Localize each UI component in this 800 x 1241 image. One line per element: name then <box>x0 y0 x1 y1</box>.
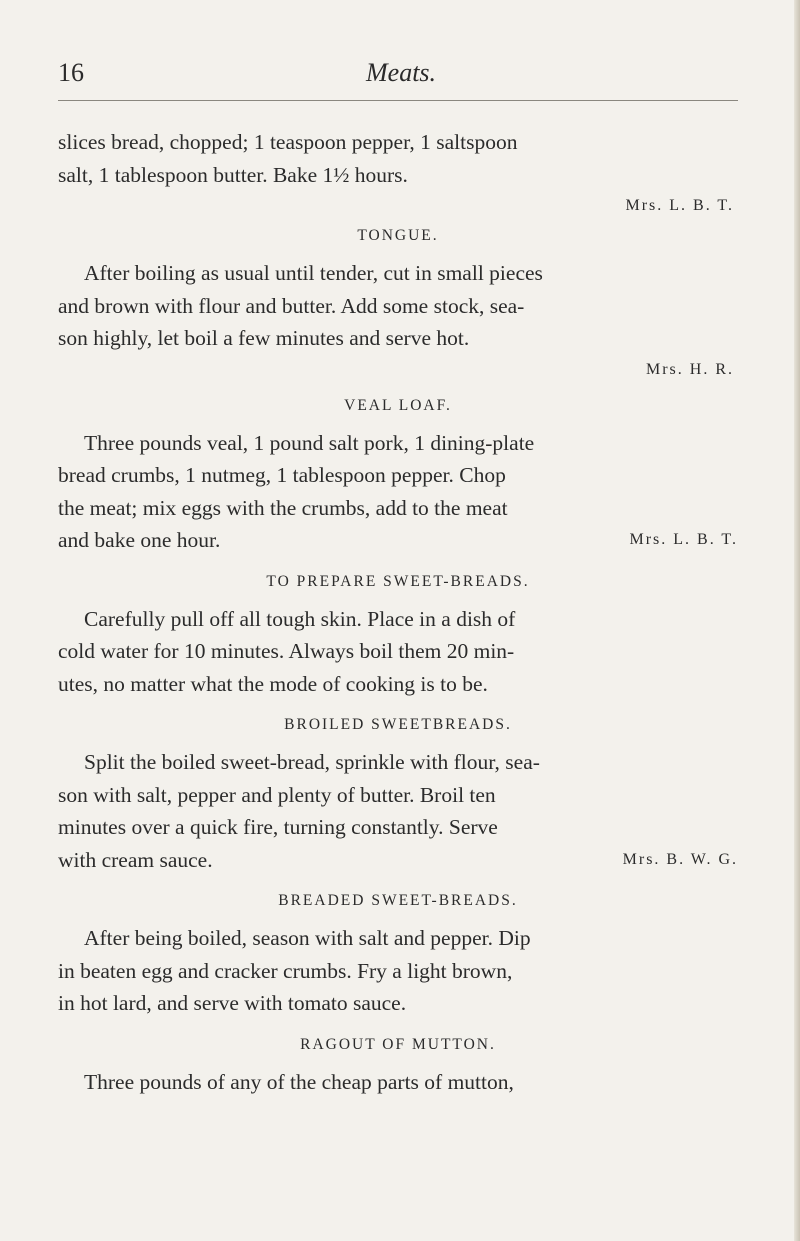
recipe-breaded-sweetbreads <box>58 886 738 1020</box>
recipe-line: son highly, let boil a few minutes and serve hot. <box>58 326 470 350</box>
recipe-line: in hot lard, and serve with tomato sauce. <box>58 991 407 1015</box>
recipe-tongue <box>58 221 738 385</box>
recipe-title: BROILED SWEETBREADS. <box>284 716 512 733</box>
recipe-line: salt, 1 tablespoon butter. Bake 1½ hours. <box>58 162 408 187</box>
recipe-line-with-attribution <box>58 844 738 877</box>
recipe-line: utes, no matter what the mode of cooking is to be. <box>58 671 488 696</box>
recipe-title: BREADED SWEET-BREADS. <box>278 892 518 909</box>
recipe-line: Split the boiled sweet-bread, sprinkle with flour, sea- <box>84 750 540 774</box>
recipe-line: with cream sauce. <box>58 847 213 872</box>
recipe-title: TO PREPARE SWEET-BREADS. <box>266 572 530 590</box>
recipe-line: slices bread, chopped; 1 teaspoon pepper, 1 saltspoon <box>58 130 518 154</box>
recipe-ragout-of-mutton <box>58 1030 738 1099</box>
recipe-title: TONGUE. <box>357 227 439 244</box>
recipe-attribution: Mrs. B. W. G. <box>622 850 738 868</box>
recipe-line: bread crumbs, 1 nutmeg, 1 tablespoon pepper. Chop <box>58 463 506 487</box>
page-edge <box>794 0 800 1241</box>
recipe-attribution: Mrs. H. R. <box>645 360 734 378</box>
running-title: Meats. <box>366 58 437 87</box>
recipe-line: son with salt, pepper and plenty of butter. Broil ten <box>58 782 496 807</box>
page-number: 16 <box>58 58 84 87</box>
recipe-line: After being boiled, season with salt and pepper. Dip <box>84 926 531 950</box>
recipe-line-with-attribution <box>58 524 738 557</box>
recipe-line: After boiling as usual until tender, cut in small pieces <box>84 261 543 285</box>
recipe-line: Carefully pull off all tough skin. Place in a dish of <box>84 606 516 631</box>
page-body <box>58 126 738 1098</box>
recipe-line: Three pounds of any of the cheap parts of mutton, <box>84 1069 514 1094</box>
recipe-line: cold water for 10 minutes. Always boil them 20 min- <box>58 639 515 663</box>
recipe-continued <box>58 126 738 221</box>
recipe-title: VEAL LOAF. <box>344 396 452 414</box>
recipe-line: the meat; mix eggs with the crumbs, add to the meat <box>58 495 508 520</box>
recipe-attribution: Mrs. L. B. T. <box>625 197 734 214</box>
recipe-line: in beaten egg and cracker crumbs. Fry a light brown, <box>58 958 513 983</box>
recipe-line: and brown with flour and butter. Add some stock, sea- <box>58 293 525 318</box>
recipe-prepare-sweetbreads <box>58 567 738 701</box>
recipe-line: and bake one hour. <box>58 528 221 552</box>
recipe-line: minutes over a quick fire, turning constantly. Serve <box>58 815 498 839</box>
recipe-title: RAGOUT OF MUTTON. <box>300 1035 496 1053</box>
recipe-broiled-sweetbreads <box>58 710 738 876</box>
header-rule <box>58 100 738 101</box>
recipe-veal-loaf <box>58 391 738 557</box>
recipe-line: Three pounds veal, 1 pound salt pork, 1 dining-plate <box>84 430 535 455</box>
page-header <box>58 58 738 98</box>
recipe-attribution: Mrs. L. B. T. <box>629 531 738 548</box>
